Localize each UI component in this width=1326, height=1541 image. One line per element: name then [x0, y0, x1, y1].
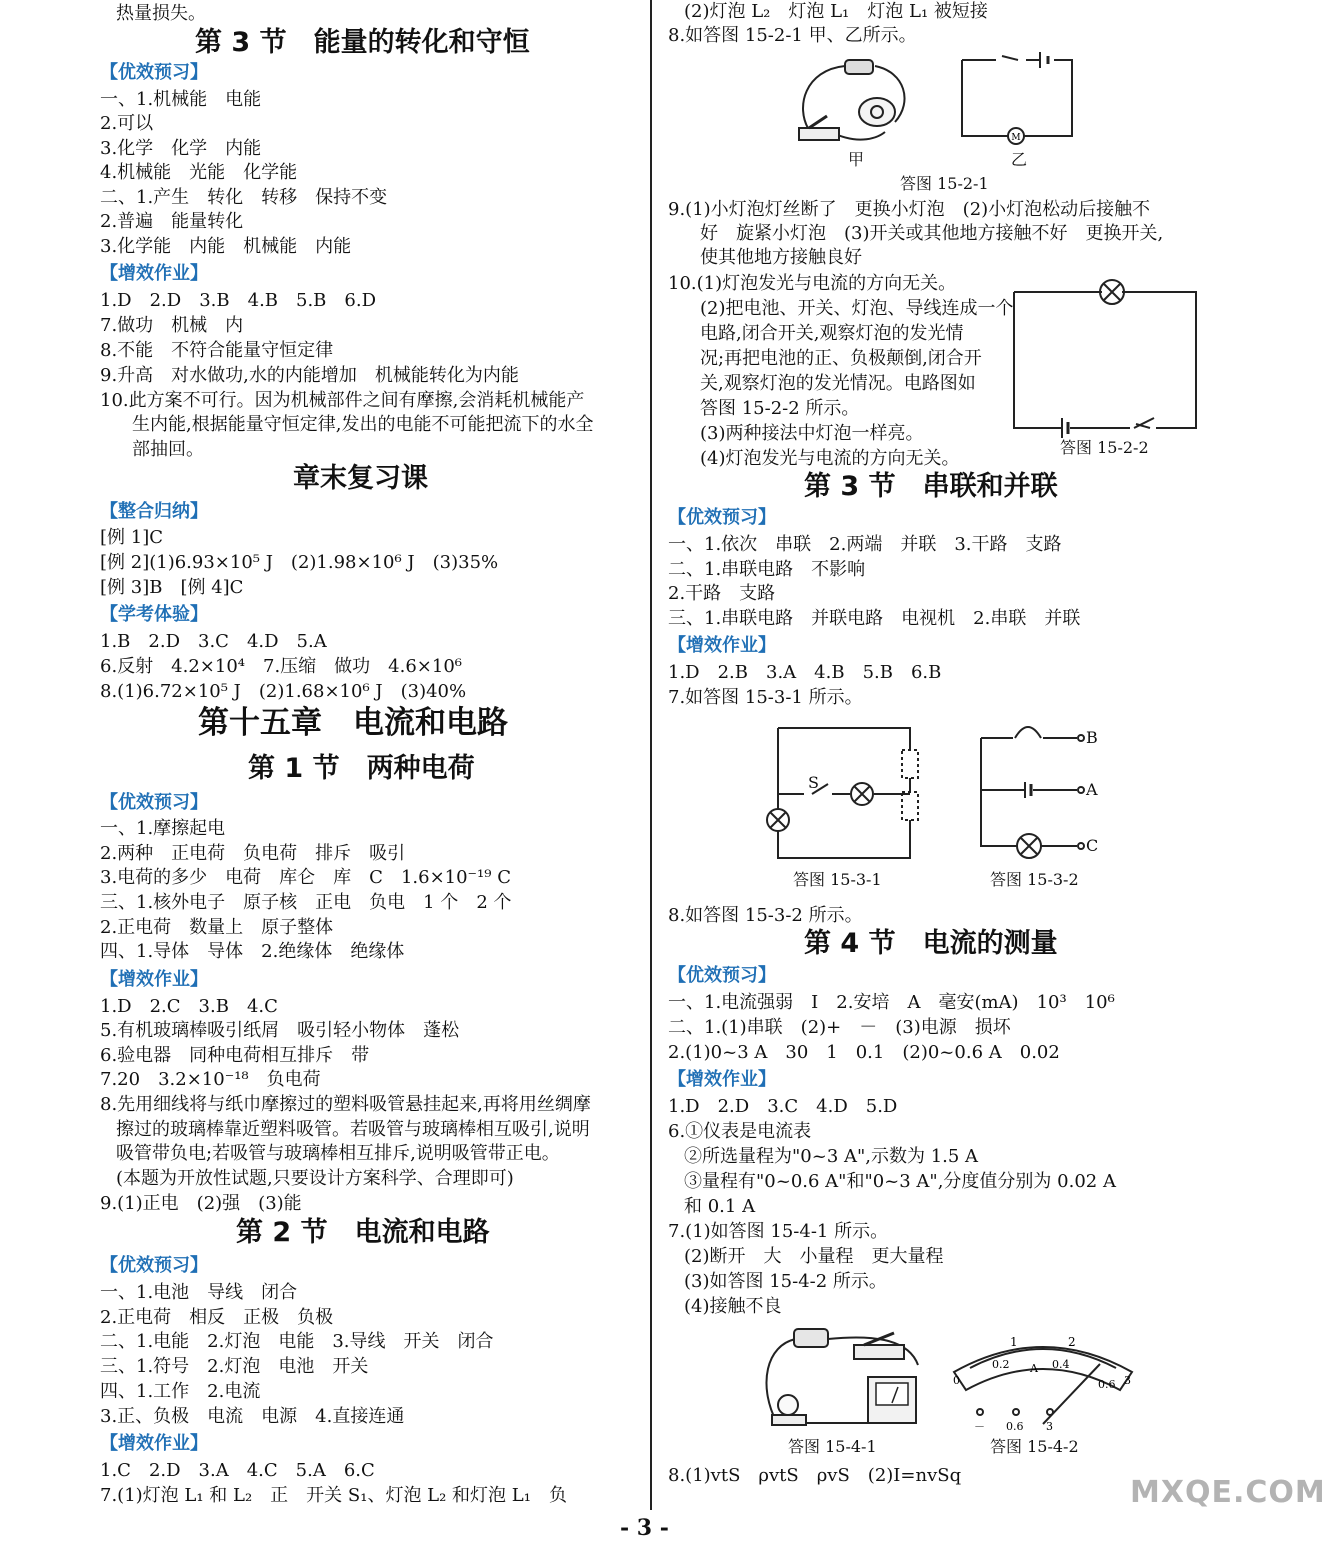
figure-caption: 答图 15-3-2 — [990, 870, 1079, 889]
figure-15-3-2 — [973, 712, 1093, 862]
column-divider — [650, 0, 652, 1510]
text-line: 答图 15-2-2 所示。 — [700, 398, 860, 419]
figure-caption: 答图 15-4-2 — [990, 1437, 1079, 1456]
text-line: (3)两种接法中灯泡一样亮。 — [700, 423, 924, 444]
section-title: 第 4 节 电流的测量 — [804, 928, 1058, 959]
tag-youxiao-yuxi: 【优效预习】 — [100, 62, 208, 83]
text-line: 三、1.串联电路 并联电路 电视机 2.串联 并联 — [668, 608, 1081, 629]
text-line: 部抽回。 — [132, 439, 204, 460]
section-title: 第 3 节 能量的转化和守恒 — [195, 27, 530, 58]
text-line: 使其他地方接触良好 — [700, 247, 862, 268]
tag-youxiao-yuxi: 【优效预习】 — [100, 792, 208, 813]
text-line: (2)把电池、开关、灯泡、导线连成一个 — [700, 298, 1014, 319]
text-line: 2.两种 正电荷 负电荷 排斥 吸引 — [100, 843, 406, 864]
tag-xuekao-tiyan: 【学考体验】 — [100, 604, 208, 625]
figure-caption: 答图 15-2-2 — [1060, 438, 1149, 457]
motor-icon — [859, 98, 895, 126]
figure-caption: 答图 15-3-1 — [793, 870, 882, 889]
text-line: 一、1.依次 串联 2.两端 并联 3.干路 支路 — [668, 534, 1062, 555]
text-line: [例 3]B [例 4]C — [100, 577, 244, 598]
text-line: 四、1.导体 导体 2.绝缘体 绝缘体 — [100, 941, 405, 962]
text-line: 一、1.电流强弱 I 2.安培 A 毫安(mA) 10³ 10⁶ — [668, 992, 1115, 1013]
text-line: 电路,闭合开关,观察灯泡的发光情 — [700, 323, 964, 344]
text-line: 5.有机玻璃棒吸引纸屑 吸引轻小物体 蓬松 — [100, 1020, 460, 1041]
section-title: 第 3 节 串联和并联 — [804, 471, 1058, 502]
tag-zengxiao-zuoye: 【增效作业】 — [100, 969, 208, 990]
text-line: 1.D 2.B 3.A 4.B 5.B 6.B — [668, 662, 942, 683]
text-line: 6.①仪表是电流表 — [668, 1121, 812, 1142]
text-line: 2.干路 支路 — [668, 583, 776, 604]
text-line: 9.升高 对水做功,水的内能增加 机械能转化为内能 — [100, 365, 519, 386]
text-line: 关,观察灯泡的发光情况。电路图如 — [700, 373, 976, 394]
text-line: 6.验电器 同种电荷相互排斥 带 — [100, 1045, 370, 1066]
label-b: B — [1086, 728, 1098, 747]
figure-caption: 答图 15-2-1 — [900, 174, 989, 193]
tag-youxiao-yuxi: 【优效预习】 — [668, 965, 776, 986]
text-line: 2.(1)0~3 A 30 1 0.1 (2)0~0.6 A 0.02 — [668, 1042, 1060, 1063]
caption-jia: 甲 — [848, 150, 865, 169]
text-line: 8.如答图 15-3-2 所示。 — [668, 905, 863, 926]
tag-zengxiao-zuoye: 【增效作业】 — [668, 635, 776, 656]
text-line: ②所选量程为"0~3 A",示数为 1.5 A — [684, 1146, 979, 1167]
text-line: (2)灯泡 L₂ 灯泡 L₁ 灯泡 L₁ 被短接 — [684, 1, 988, 22]
text-line: 6.反射 4.2×10⁴ 7.压缩 做功 4.6×10⁶ — [100, 656, 463, 677]
text-line: (4)灯泡发光与电流的方向无关。 — [700, 448, 960, 469]
text-line: 3.化学 化学 内能 — [100, 138, 262, 159]
text-line: 2.正电荷 相反 正极 负极 — [100, 1307, 334, 1328]
scale-label: 0.4 — [1052, 1358, 1070, 1371]
text-line: 1.D 2.D 3.B 4.B 5.B 6.D — [100, 290, 377, 311]
tag-youxiao-yuxi: 【优效预习】 — [100, 1255, 208, 1276]
text-line: 一、1.机械能 电能 — [100, 89, 262, 110]
label-s: S — [808, 773, 819, 792]
figure-15-2-1-jia — [795, 52, 915, 152]
text-line: 7.20 3.2×10⁻¹⁸ 负电荷 — [100, 1069, 321, 1090]
scale-label: 2 — [1068, 1335, 1076, 1349]
text-line: 9.(1)小灯泡灯丝断了 更换小灯泡 (2)小灯泡松动后接触不 — [668, 199, 1151, 220]
text-line: 1.C 2.D 3.A 4.C 5.A 6.C — [100, 1460, 375, 1481]
figure-15-2-1-yi — [958, 52, 1078, 142]
text-line: 1.D 2.D 3.C 4.D 5.D — [668, 1096, 898, 1117]
tag-zengxiao-zuoye: 【增效作业】 — [668, 1069, 776, 1090]
text-line: 2.普遍 能量转化 — [100, 211, 244, 232]
text-line: 1.B 2.D 3.C 4.D 5.A — [100, 631, 327, 652]
page-number: - 3 - — [620, 1515, 669, 1541]
terminal-label: 3 — [1046, 1420, 1053, 1433]
text-line: 8.先用细线将与纸巾摩擦过的塑料吸管悬挂起来,再将用丝绸摩 — [100, 1094, 591, 1115]
text-line: (3)如答图 15-4-2 所示。 — [684, 1271, 887, 1292]
text-line: 2.正电荷 数量上 原子整体 — [100, 917, 334, 938]
text-line: 8.如答图 15-2-1 甲、乙所示。 — [668, 25, 917, 46]
tag-zengxiao-zuoye: 【增效作业】 — [100, 263, 208, 284]
motor-label: M — [1011, 133, 1021, 143]
text-line: 3.化学能 内能 机械能 内能 — [100, 236, 352, 257]
text-line: 和 0.1 A — [684, 1196, 756, 1217]
switch-icon — [854, 1345, 904, 1359]
text-line: 8.(1)vtS ρvtS ρvS (2)I=nvSq — [668, 1465, 962, 1486]
bulb-icon — [778, 1395, 798, 1415]
text-line: 7.做功 机械 内 — [100, 315, 244, 336]
scale-label: 3 — [1124, 1374, 1131, 1387]
text-line: 生内能,根据能量守恒定律,发出的电能不可能把流下的水全 — [132, 414, 594, 435]
terminal-label: 0.6 — [1006, 1420, 1024, 1433]
text-line: 2.可以 — [100, 113, 154, 134]
bell-icon — [1015, 727, 1041, 738]
text-line: ③量程有"0~0.6 A"和"0~3 A",分度值分别为 0.02 A — [684, 1171, 1116, 1192]
tag-youxiao-yuxi: 【优效预习】 — [668, 507, 776, 528]
text-line: 7.(1)如答图 15-4-1 所示。 — [668, 1221, 889, 1242]
text-line: 热量损失。 — [116, 3, 206, 24]
scale-label: 1 — [1010, 1335, 1018, 1349]
text-line: 三、1.符号 2.灯泡 电池 开关 — [100, 1356, 369, 1377]
terminal-label: － — [974, 1420, 985, 1433]
figure-15-4-1 — [758, 1325, 928, 1435]
bell-icon — [902, 750, 918, 778]
review-title: 章末复习课 — [293, 463, 428, 494]
label-c: C — [1086, 836, 1099, 855]
motor-icon — [902, 792, 918, 820]
text-line: (4)接触不良 — [684, 1296, 782, 1317]
tag-zhenghe-guina: 【整合归纳】 — [100, 501, 208, 522]
figure-15-4-2 — [950, 1328, 1136, 1438]
watermark: MXQE.COM — [1130, 1475, 1326, 1510]
text-line: 10.(1)灯泡发光与电流的方向无关。 — [668, 273, 957, 294]
scale-label: 0.2 — [992, 1358, 1010, 1371]
text-line: 二、1.电能 2.灯泡 电能 3.导线 开关 闭合 — [100, 1331, 494, 1352]
battery-icon — [845, 60, 873, 74]
scale-label: 0 — [953, 1374, 960, 1387]
text-line: 8.不能 不符合能量守恒定律 — [100, 340, 334, 361]
section-title: 第 2 节 电流和电路 — [236, 1217, 490, 1248]
text-line: 3.正、负极 电流 电源 4.直接连通 — [100, 1406, 405, 1427]
text-line: 吸管带负电;若吸管与玻璃棒相互排斥,说明吸管带正电。 — [116, 1143, 560, 1164]
scale-label: 0.6 — [1098, 1378, 1116, 1391]
text-line: 二、1.串联电路 不影响 — [668, 559, 866, 580]
label-a: A — [1086, 780, 1098, 799]
text-line: 7.(1)灯泡 L₁ 和 L₂ 正 开关 S₁、灯泡 L₂ 和灯泡 L₁ 负 — [100, 1485, 567, 1506]
text-line: [例 1]C — [100, 527, 163, 548]
chapter-title: 第十五章 电流和电路 — [198, 705, 508, 741]
text-line: 好 旋紧小灯泡 (3)开关或其他地方接触不好 更换开关, — [700, 223, 1164, 244]
figure-15-2-2 — [1010, 278, 1200, 433]
text-line: 二、1.(1)串联 (2)+ － (3)电源 损坏 — [668, 1017, 1011, 1038]
scale-label: A — [1030, 1362, 1038, 1375]
tag-zengxiao-zuoye: 【增效作业】 — [100, 1433, 208, 1454]
text-line: 况;再把电池的正、负极颠倒,闭合开 — [700, 348, 982, 369]
text-line: 8.(1)6.72×10⁵ J (2)1.68×10⁶ J (3)40% — [100, 681, 467, 702]
text-line: 7.如答图 15-3-1 所示。 — [668, 687, 863, 708]
text-line: 1.D 2.C 3.B 4.C — [100, 996, 278, 1017]
text-line: 10.此方案不可行。因为机械部件之间有摩擦,会消耗机械能产 — [100, 390, 585, 411]
figure-15-3-1 — [768, 720, 928, 865]
text-line: 一、1.电池 导线 闭合 — [100, 1282, 298, 1303]
text-line: 一、1.摩擦起电 — [100, 818, 226, 839]
text-line: 4.机械能 光能 化学能 — [100, 162, 298, 183]
text-line: 9.(1)正电 (2)强 (3)能 — [100, 1193, 302, 1214]
switch-icon — [799, 128, 839, 140]
section-title: 第 1 节 两种电荷 — [248, 753, 475, 784]
text-line: 四、1.工作 2.电流 — [100, 1381, 261, 1402]
caption-yi: 乙 — [1011, 150, 1028, 169]
text-line: (2)断开 大 小量程 更大量程 — [684, 1246, 944, 1267]
text-line: [例 2](1)6.93×10⁵ J (2)1.98×10⁶ J (3)35% — [100, 552, 499, 573]
text-line: 三、1.核外电子 原子核 正电 负电 1 个 2 个 — [100, 892, 512, 913]
text-line: 3.电荷的多少 电荷 库仑 库 C 1.6×10⁻¹⁹ C — [100, 867, 511, 888]
text-line: 二、1.产生 转化 转移 保持不变 — [100, 187, 388, 208]
text-line: 擦过的玻璃棒靠近塑料吸管。若吸管与玻璃棒相互吸引,说明 — [116, 1119, 590, 1140]
battery-icon — [794, 1329, 828, 1347]
text-line: (本题为开放性试题,只要设计方案科学、合理即可) — [116, 1168, 514, 1189]
figure-caption: 答图 15-4-1 — [788, 1437, 877, 1456]
